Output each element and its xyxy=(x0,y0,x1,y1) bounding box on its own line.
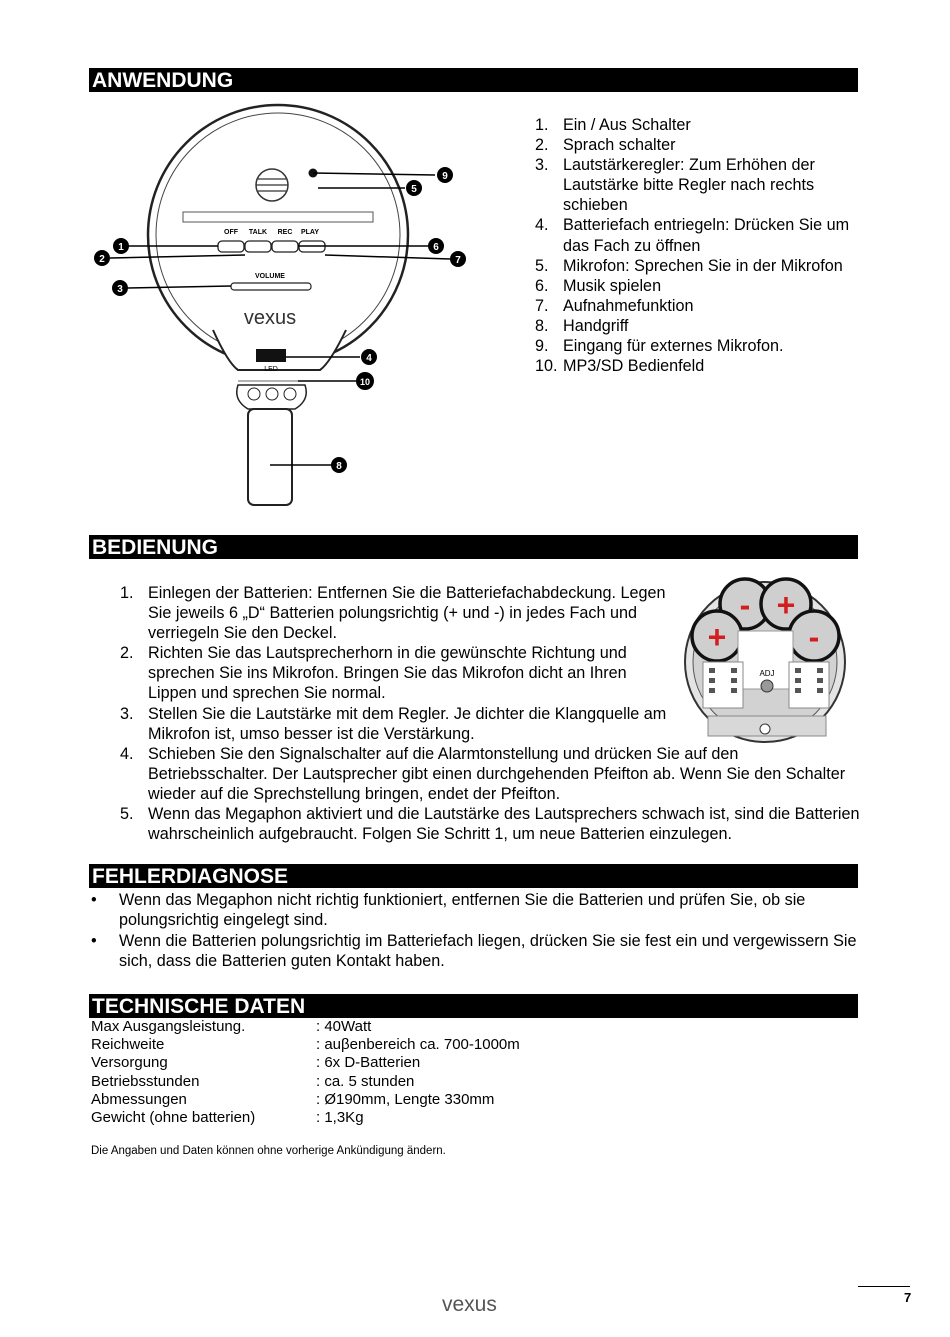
megaphone-diagram xyxy=(88,105,461,515)
callout-6: 6 xyxy=(433,242,439,253)
list-item: 4. Schieben Sie den Signalschalter auf die Alarmtonstellung und drücken Sie auf den Betriebsschalter. Der Lautsprecher gibt einen durchgehenden Pfeifton ab. Wenn Sie den Schalter wieder auf die Sprechstellung bringen, endet der Pfeifton. xyxy=(120,744,846,803)
sign-minus-right: - xyxy=(808,619,820,655)
callout-4: 4 xyxy=(366,353,372,364)
footer-logo xyxy=(440,1290,540,1318)
callout-9: 9 xyxy=(442,171,448,182)
sign-minus-top-left: - xyxy=(739,587,751,623)
section-heading-anwendung: ANWENDUNG xyxy=(89,68,858,92)
volume-label: VOLUME xyxy=(255,273,285,280)
list-item: 2. Sprach schalter xyxy=(535,136,676,155)
list-item: 8. Handgriff xyxy=(535,316,629,335)
button-label-rec: REC xyxy=(277,229,293,236)
button-label-off: OFF xyxy=(224,229,238,236)
list-item: 5. Mikrofon: Sprechen Sie in der Mikrofon xyxy=(535,256,843,275)
list-item: 9. Eingang für externes Mikrofon. xyxy=(535,337,784,356)
footnote: Die Angaben und Daten können ohne vorherige Ankündigung ändern. xyxy=(91,1145,446,1157)
page-number: 7 xyxy=(904,1290,912,1305)
callout-5: 5 xyxy=(411,184,417,195)
section-heading-fehlerdiagnose: FEHLERDIAGNOSE xyxy=(89,864,858,888)
list-item: 5. Wenn das Megaphon aktiviert und die Lautstärke des Lautsprechers schwach ist, sind die Batterien wahrscheinlich aufgebraucht. Folgen Sie Schritt 1, um neue Batterien einzulegen. xyxy=(120,805,860,844)
bedienung-list xyxy=(120,583,860,844)
fehler-list xyxy=(89,890,859,971)
list-item: 7. Aufnahmefunktion xyxy=(535,296,694,315)
callout-3: 3 xyxy=(117,284,123,295)
list-item: 2. Richten Sie das Lautsprecherhorn in die gewünschte Richtung und sprechen Sie ins Mikrofon. Bringen Sie das Mikrofon dicht an Ihren Lippen und sprechen Sie normal. xyxy=(120,644,627,703)
callout-2: 2 xyxy=(99,254,105,265)
button-label-play: PLAY xyxy=(300,229,320,236)
adj-label: ADJ xyxy=(759,669,775,678)
list-item: 4. Batteriefach entriegeln: Drücken Sie um das Fach zu öffnen xyxy=(535,216,850,255)
section-heading-bedienung: BEDIENUNG xyxy=(89,535,858,559)
section-heading-technische-daten: TECHNISCHE DATEN xyxy=(89,994,858,1018)
callout-8: 8 xyxy=(336,461,342,472)
callout-10: 10 xyxy=(359,377,371,387)
sign-plus-left: + xyxy=(707,619,727,655)
list-item: 3. Stellen Sie die Lautstärke mit dem Regler. Je dichter die Klangquelle am Mikrofon ist, umso besser ist die Verstärkung. xyxy=(120,704,667,743)
diagram-logo: vexus xyxy=(243,307,297,329)
footer-logo-text: vexus xyxy=(442,1293,497,1316)
list-item: 1. Ein / Aus Schalter xyxy=(535,116,691,134)
footer-rule xyxy=(858,1286,910,1287)
list-item: 6. Musik spielen xyxy=(535,276,662,295)
led-label: LED xyxy=(264,366,278,373)
callout-7: 7 xyxy=(455,255,461,266)
button-label-talk: TALK xyxy=(248,229,268,236)
anwendung-list xyxy=(535,115,865,376)
list-item: • Wenn das Megaphon nicht richtig funktioniert, entfernen Sie die Batterien und prüfen Sie, ob sie polungsrichtig eingelegt sind. xyxy=(91,891,806,930)
list-item: 1. Einlegen der Batterien: Entfernen Sie die Batteriefachabdeckung. Legen Sie jeweils 6 „D“ Batterien polungsrichtig (+ und -) in jedes Fach und verriegeln Sie den Deckel. xyxy=(120,584,666,643)
callout-1: 1 xyxy=(118,242,124,253)
bullet-icon: • xyxy=(91,891,97,909)
list-item: • Wenn die Batterien polungsrichtig im Batteriefach liegen, drücken Sie sie fest ein und vergewissern Sie sich, dass die Batterien guten Kontakt haben. xyxy=(91,931,857,970)
bullet-icon: • xyxy=(91,931,97,950)
sign-plus-top-right: + xyxy=(776,587,796,623)
list-item: 3. Lautstärkeregler: Zum Erhöhen der Lautstärke bitte Regler nach rechts schieben xyxy=(535,156,815,215)
list-item: 10. MP3/SD Bedienfeld xyxy=(535,357,705,376)
